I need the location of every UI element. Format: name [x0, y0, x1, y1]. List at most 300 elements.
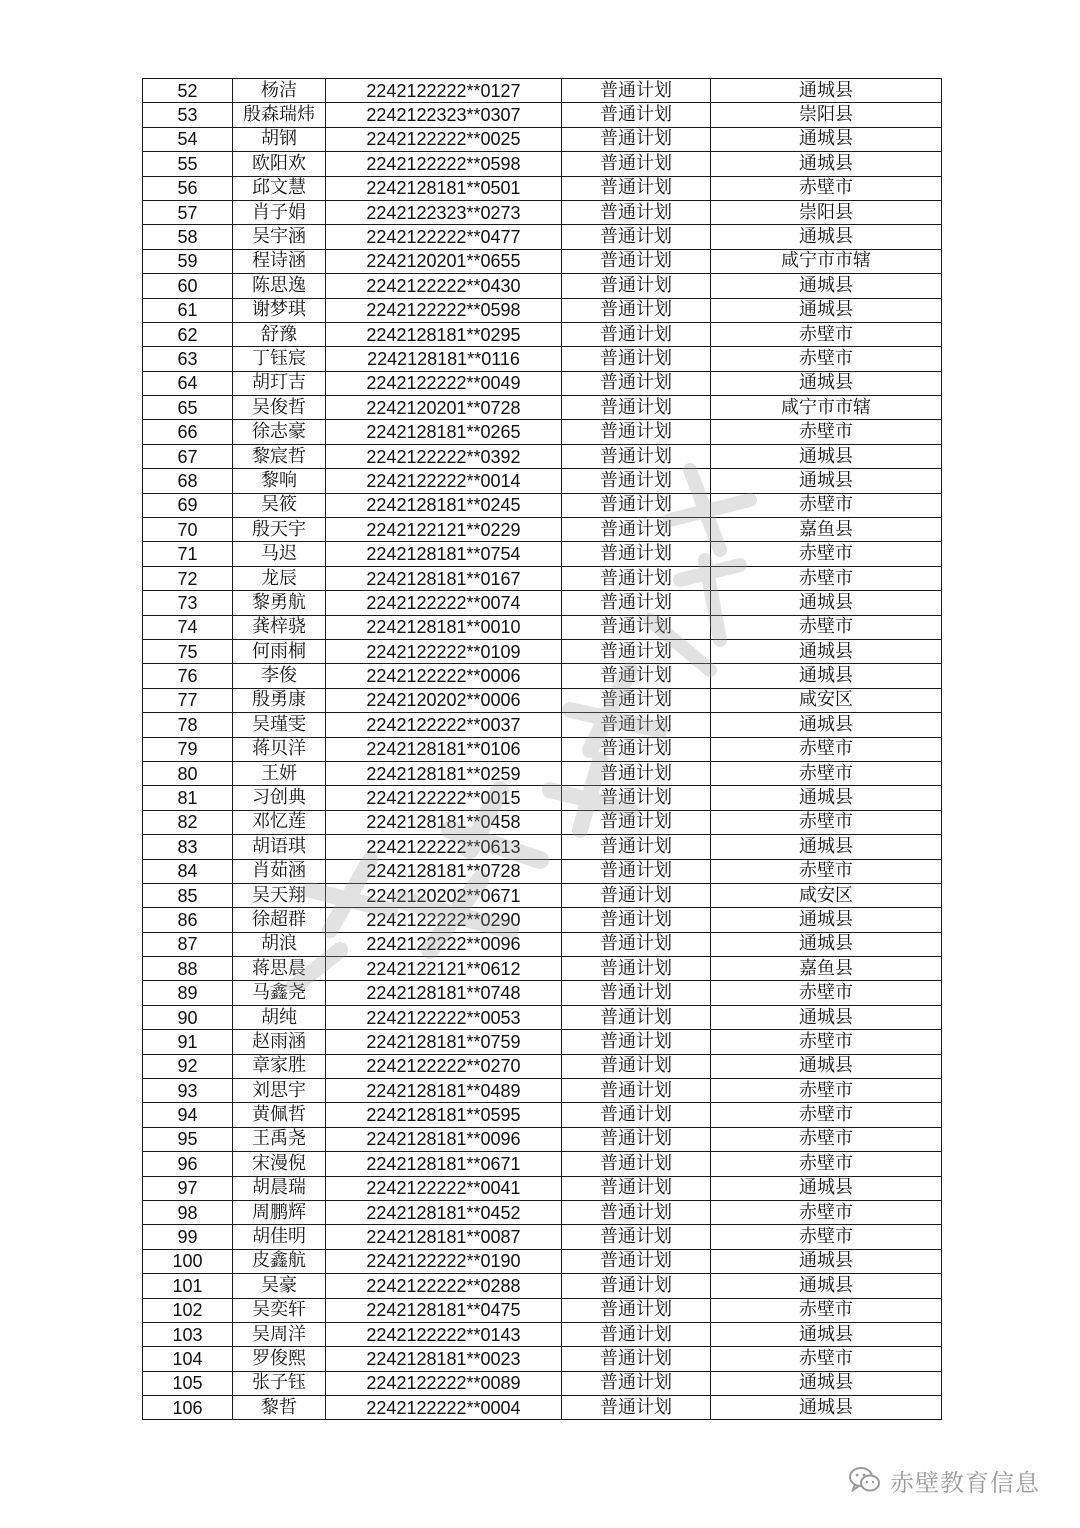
- row-number-cell: 85: [143, 883, 233, 907]
- plan-type-cell: 普通计划: [562, 761, 711, 785]
- table-row: [143, 1103, 942, 1127]
- region-cell: 崇阳县: [711, 103, 942, 127]
- row-number-cell: 73: [143, 591, 233, 615]
- plan-type-cell: 普通计划: [562, 1103, 711, 1127]
- plan-type-cell: 普通计划: [562, 1152, 711, 1176]
- region-cell: 赤壁市: [711, 810, 942, 834]
- exam-id-cell: 2242128181**0023: [326, 1347, 562, 1371]
- row-number-cell: 76: [143, 664, 233, 688]
- region-cell: 赤壁市: [711, 1298, 942, 1322]
- exam-id-cell: 2242122121**0229: [326, 518, 562, 542]
- region-cell: 通城县: [711, 79, 942, 103]
- student-name-cell: 殷天宇: [233, 518, 326, 542]
- row-number-cell: 52: [143, 79, 233, 103]
- region-cell: 通城县: [711, 1176, 942, 1200]
- row-number-cell: 99: [143, 1225, 233, 1249]
- plan-type-cell: 普通计划: [562, 371, 711, 395]
- plan-type-cell: 普通计划: [562, 518, 711, 542]
- table-row: [143, 1298, 942, 1322]
- student-name-cell: 罗俊熙: [233, 1347, 326, 1371]
- student-name-cell: 邱文慧: [233, 176, 326, 200]
- plan-type-cell: 普通计划: [562, 1054, 711, 1078]
- row-number-cell: 94: [143, 1103, 233, 1127]
- student-name-cell: 吴奕轩: [233, 1298, 326, 1322]
- row-number-cell: 90: [143, 1005, 233, 1029]
- table-row: [143, 1249, 942, 1273]
- row-number-cell: 67: [143, 444, 233, 468]
- exam-id-cell: 2242120202**0006: [326, 688, 562, 712]
- student-name-cell: 肖子娟: [233, 200, 326, 224]
- region-cell: 通城县: [711, 835, 942, 859]
- row-number-cell: 84: [143, 859, 233, 883]
- table-row: [143, 835, 942, 859]
- region-cell: 嘉鱼县: [711, 957, 942, 981]
- table-row: [143, 176, 942, 200]
- row-number-cell: 81: [143, 786, 233, 810]
- table-row: [143, 274, 942, 298]
- region-cell: 通城县: [711, 444, 942, 468]
- exam-id-cell: 2242122222**0089: [326, 1371, 562, 1395]
- row-number-cell: 96: [143, 1152, 233, 1176]
- table-row: [143, 957, 942, 981]
- table-row: [143, 688, 942, 712]
- plan-type-cell: 普通计划: [562, 688, 711, 712]
- table-row: [143, 908, 942, 932]
- row-number-cell: 83: [143, 835, 233, 859]
- exam-id-cell: 2242128181**0458: [326, 810, 562, 834]
- exam-id-cell: 2242122121**0612: [326, 957, 562, 981]
- exam-id-cell: 2242122222**0041: [326, 1176, 562, 1200]
- plan-type-cell: 普通计划: [562, 469, 711, 493]
- exam-id-cell: 2242128181**0489: [326, 1079, 562, 1103]
- student-name-cell: 陈思逸: [233, 274, 326, 298]
- plan-type-cell: 普通计划: [562, 786, 711, 810]
- row-number-cell: 95: [143, 1127, 233, 1151]
- student-name-cell: 吴天翔: [233, 883, 326, 907]
- region-cell: 通城县: [711, 1274, 942, 1298]
- table-row: [143, 1005, 942, 1029]
- plan-type-cell: 普通计划: [562, 1274, 711, 1298]
- exam-id-cell: 2242128181**0010: [326, 615, 562, 639]
- region-cell: 通城县: [711, 1249, 942, 1273]
- plan-type-cell: 普通计划: [562, 1396, 711, 1420]
- exam-id-cell: 2242122222**0127: [326, 79, 562, 103]
- table-row: [143, 298, 942, 322]
- row-number-cell: 93: [143, 1079, 233, 1103]
- table-row: [143, 1030, 942, 1054]
- region-cell: 赤壁市: [711, 859, 942, 883]
- footer-brand: [848, 1462, 1040, 1498]
- region-cell: 通城县: [711, 225, 942, 249]
- student-name-cell: 胡语琪: [233, 835, 326, 859]
- plan-type-cell: 普通计划: [562, 493, 711, 517]
- region-cell: 通城县: [711, 371, 942, 395]
- plan-type-cell: 普通计划: [562, 1371, 711, 1395]
- student-name-cell: 黄佩哲: [233, 1103, 326, 1127]
- student-name-cell: 吴周洋: [233, 1322, 326, 1346]
- region-cell: 通城县: [711, 152, 942, 176]
- student-name-cell: 马鑫尧: [233, 981, 326, 1005]
- row-number-cell: 53: [143, 103, 233, 127]
- row-number-cell: 103: [143, 1322, 233, 1346]
- plan-type-cell: 普通计划: [562, 249, 711, 273]
- exam-id-cell: 2242128181**0754: [326, 542, 562, 566]
- table-row: [143, 444, 942, 468]
- student-name-cell: 肖茹涵: [233, 859, 326, 883]
- student-name-cell: 蒋思晨: [233, 957, 326, 981]
- student-name-cell: 刘思宇: [233, 1079, 326, 1103]
- plan-type-cell: 普通计划: [562, 152, 711, 176]
- student-name-cell: 黎响: [233, 469, 326, 493]
- student-name-cell: 李俊: [233, 664, 326, 688]
- table-row: [143, 1396, 942, 1420]
- row-number-cell: 56: [143, 176, 233, 200]
- exam-id-cell: 2242122222**0053: [326, 1005, 562, 1029]
- table-row: [143, 79, 942, 103]
- region-cell: 赤壁市: [711, 1127, 942, 1151]
- region-cell: 赤壁市: [711, 1152, 942, 1176]
- table-row: [143, 1200, 942, 1224]
- table-row: [143, 518, 942, 542]
- plan-type-cell: 普通计划: [562, 1200, 711, 1224]
- table-row: [143, 200, 942, 224]
- table-row: [143, 932, 942, 956]
- exam-id-cell: 2242122222**0143: [326, 1322, 562, 1346]
- student-name-cell: 吴俊哲: [233, 396, 326, 420]
- region-cell: 赤壁市: [711, 322, 942, 346]
- row-number-cell: 101: [143, 1274, 233, 1298]
- exam-id-cell: 2242122222**0613: [326, 835, 562, 859]
- row-number-cell: 74: [143, 615, 233, 639]
- row-number-cell: 100: [143, 1249, 233, 1273]
- exam-id-cell: 2242122222**0598: [326, 152, 562, 176]
- table-row: [143, 981, 942, 1005]
- plan-type-cell: 普通计划: [562, 883, 711, 907]
- plan-type-cell: 普通计划: [562, 298, 711, 322]
- plan-type-cell: 普通计划: [562, 1005, 711, 1029]
- table-row: [143, 859, 942, 883]
- exam-id-cell: 2242128181**0167: [326, 566, 562, 590]
- region-cell: 通城县: [711, 274, 942, 298]
- exam-id-cell: 2242122222**0288: [326, 1274, 562, 1298]
- region-cell: 通城县: [711, 591, 942, 615]
- plan-type-cell: 普通计划: [562, 542, 711, 566]
- table-row: [143, 1347, 942, 1371]
- region-cell: 赤壁市: [711, 615, 942, 639]
- row-number-cell: 64: [143, 371, 233, 395]
- roster-table: [142, 78, 942, 1420]
- exam-id-cell: 2242128181**0671: [326, 1152, 562, 1176]
- student-name-cell: 程诗涵: [233, 249, 326, 273]
- student-name-cell: 黎哲: [233, 1396, 326, 1420]
- row-number-cell: 54: [143, 127, 233, 151]
- student-name-cell: 舒豫: [233, 322, 326, 346]
- student-name-cell: 张子钰: [233, 1371, 326, 1395]
- exam-id-cell: 2242122222**0037: [326, 713, 562, 737]
- table-row: [143, 1371, 942, 1395]
- row-number-cell: 71: [143, 542, 233, 566]
- roster-table-body: [143, 79, 942, 1420]
- plan-type-cell: 普通计划: [562, 639, 711, 663]
- exam-id-cell: 2242122222**0004: [326, 1396, 562, 1420]
- student-name-cell: 王禹尧: [233, 1127, 326, 1151]
- plan-type-cell: 普通计划: [562, 200, 711, 224]
- row-number-cell: 60: [143, 274, 233, 298]
- region-cell: 通城县: [711, 1396, 942, 1420]
- region-cell: 赤壁市: [711, 493, 942, 517]
- table-row: [143, 639, 942, 663]
- row-number-cell: 59: [143, 249, 233, 273]
- student-name-cell: 黎勇航: [233, 591, 326, 615]
- student-name-cell: 谢梦琪: [233, 298, 326, 322]
- table-row: [143, 591, 942, 615]
- exam-id-cell: 2242122222**0074: [326, 591, 562, 615]
- plan-type-cell: 普通计划: [562, 591, 711, 615]
- table-row: [143, 1079, 942, 1103]
- region-cell: 赤壁市: [711, 566, 942, 590]
- region-cell: 赤壁市: [711, 1030, 942, 1054]
- student-name-cell: 杨洁: [233, 79, 326, 103]
- student-name-cell: 殷森瑞炜: [233, 103, 326, 127]
- plan-type-cell: 普通计划: [562, 176, 711, 200]
- table-row: [143, 225, 942, 249]
- region-cell: 通城县: [711, 1371, 942, 1395]
- row-number-cell: 106: [143, 1396, 233, 1420]
- student-name-cell: 习创典: [233, 786, 326, 810]
- plan-type-cell: 普通计划: [562, 835, 711, 859]
- exam-id-cell: 2242122323**0273: [326, 200, 562, 224]
- student-name-cell: 吴筱: [233, 493, 326, 517]
- plan-type-cell: 普通计划: [562, 420, 711, 444]
- exam-id-cell: 2242128181**0501: [326, 176, 562, 200]
- row-number-cell: 92: [143, 1054, 233, 1078]
- student-name-cell: 胡钢: [233, 127, 326, 151]
- table-row: [143, 761, 942, 785]
- plan-type-cell: 普通计划: [562, 908, 711, 932]
- student-name-cell: 吴瑾雯: [233, 713, 326, 737]
- table-row: [143, 713, 942, 737]
- region-cell: 咸宁市市辖: [711, 249, 942, 273]
- student-name-cell: 皮鑫航: [233, 1249, 326, 1273]
- row-number-cell: 66: [143, 420, 233, 444]
- exam-id-cell: 2242128181**0728: [326, 859, 562, 883]
- row-number-cell: 55: [143, 152, 233, 176]
- table-row: [143, 371, 942, 395]
- row-number-cell: 86: [143, 908, 233, 932]
- row-number-cell: 104: [143, 1347, 233, 1371]
- student-name-cell: 何雨桐: [233, 639, 326, 663]
- student-name-cell: 欧阳欢: [233, 152, 326, 176]
- region-cell: 赤壁市: [711, 176, 942, 200]
- region-cell: 通城县: [711, 786, 942, 810]
- plan-type-cell: 普通计划: [562, 1347, 711, 1371]
- exam-id-cell: 2242122222**0598: [326, 298, 562, 322]
- exam-id-cell: 2242122222**0477: [326, 225, 562, 249]
- plan-type-cell: 普通计划: [562, 981, 711, 1005]
- row-number-cell: 75: [143, 639, 233, 663]
- region-cell: 赤壁市: [711, 1103, 942, 1127]
- plan-type-cell: 普通计划: [562, 347, 711, 371]
- plan-type-cell: 普通计划: [562, 1176, 711, 1200]
- exam-id-cell: 2242120201**0655: [326, 249, 562, 273]
- row-number-cell: 79: [143, 737, 233, 761]
- region-cell: 通城县: [711, 298, 942, 322]
- region-cell: 咸安区: [711, 883, 942, 907]
- exam-id-cell: 2242122222**0190: [326, 1249, 562, 1273]
- plan-type-cell: 普通计划: [562, 1298, 711, 1322]
- row-number-cell: 87: [143, 932, 233, 956]
- table-row: [143, 810, 942, 834]
- plan-type-cell: 普通计划: [562, 566, 711, 590]
- row-number-cell: 82: [143, 810, 233, 834]
- row-number-cell: 72: [143, 566, 233, 590]
- exam-id-cell: 2242128181**0245: [326, 493, 562, 517]
- student-name-cell: 周鹏辉: [233, 1200, 326, 1224]
- row-number-cell: 58: [143, 225, 233, 249]
- row-number-cell: 80: [143, 761, 233, 785]
- exam-id-cell: 2242128181**0265: [326, 420, 562, 444]
- plan-type-cell: 普通计划: [562, 932, 711, 956]
- exam-id-cell: 2242128181**0106: [326, 737, 562, 761]
- student-name-cell: 邓忆莲: [233, 810, 326, 834]
- table-row: [143, 103, 942, 127]
- student-name-cell: 龚梓骁: [233, 615, 326, 639]
- student-name-cell: 黎宸哲: [233, 444, 326, 468]
- table-row: [143, 1274, 942, 1298]
- region-cell: 赤壁市: [711, 420, 942, 444]
- region-cell: 赤壁市: [711, 761, 942, 785]
- plan-type-cell: 普通计划: [562, 79, 711, 103]
- exam-id-cell: 2242122222**0270: [326, 1054, 562, 1078]
- exam-id-cell: 2242122323**0307: [326, 103, 562, 127]
- exam-id-cell: 2242122222**0006: [326, 664, 562, 688]
- row-number-cell: 102: [143, 1298, 233, 1322]
- table-row: [143, 1322, 942, 1346]
- region-cell: 赤壁市: [711, 1200, 942, 1224]
- region-cell: 咸安区: [711, 688, 942, 712]
- table-row: [143, 737, 942, 761]
- student-name-cell: 胡浪: [233, 932, 326, 956]
- plan-type-cell: 普通计划: [562, 713, 711, 737]
- plan-type-cell: 普通计划: [562, 127, 711, 151]
- row-number-cell: 88: [143, 957, 233, 981]
- student-name-cell: 马迟: [233, 542, 326, 566]
- row-number-cell: 78: [143, 713, 233, 737]
- region-cell: 赤壁市: [711, 1347, 942, 1371]
- row-number-cell: 68: [143, 469, 233, 493]
- plan-type-cell: 普通计划: [562, 859, 711, 883]
- table-row: [143, 1176, 942, 1200]
- exam-id-cell: 2242122222**0025: [326, 127, 562, 151]
- table-row: [143, 615, 942, 639]
- exam-id-cell: 2242128181**0096: [326, 1127, 562, 1151]
- student-name-cell: 丁钰宸: [233, 347, 326, 371]
- region-cell: 赤壁市: [711, 1079, 942, 1103]
- student-name-cell: 胡玎吉: [233, 371, 326, 395]
- table-row: [143, 664, 942, 688]
- row-number-cell: 61: [143, 298, 233, 322]
- table-row: [143, 249, 942, 273]
- plan-type-cell: 普通计划: [562, 103, 711, 127]
- exam-id-cell: 2242128181**0116: [326, 347, 562, 371]
- roster-table-wrap: [142, 78, 942, 1420]
- student-name-cell: 徐志豪: [233, 420, 326, 444]
- region-cell: 通城县: [711, 639, 942, 663]
- plan-type-cell: 普通计划: [562, 1322, 711, 1346]
- exam-id-cell: 2242122222**0014: [326, 469, 562, 493]
- student-name-cell: 蒋贝洋: [233, 737, 326, 761]
- table-row: [143, 566, 942, 590]
- row-number-cell: 63: [143, 347, 233, 371]
- plan-type-cell: 普通计划: [562, 1030, 711, 1054]
- table-row: [143, 469, 942, 493]
- student-name-cell: 胡佳明: [233, 1225, 326, 1249]
- table-row: [143, 396, 942, 420]
- row-number-cell: 105: [143, 1371, 233, 1395]
- student-name-cell: 章家胜: [233, 1054, 326, 1078]
- exam-id-cell: 2242122222**0109: [326, 639, 562, 663]
- plan-type-cell: 普通计划: [562, 274, 711, 298]
- student-name-cell: 殷勇康: [233, 688, 326, 712]
- student-name-cell: 吴豪: [233, 1274, 326, 1298]
- exam-id-cell: 2242128181**0759: [326, 1030, 562, 1054]
- row-number-cell: 89: [143, 981, 233, 1005]
- exam-id-cell: 2242122222**0096: [326, 932, 562, 956]
- row-number-cell: 97: [143, 1176, 233, 1200]
- row-number-cell: 77: [143, 688, 233, 712]
- student-name-cell: 龙辰: [233, 566, 326, 590]
- exam-id-cell: 2242122222**0430: [326, 274, 562, 298]
- region-cell: 嘉鱼县: [711, 518, 942, 542]
- table-row: [143, 1127, 942, 1151]
- region-cell: 赤壁市: [711, 737, 942, 761]
- student-name-cell: 吴宇涵: [233, 225, 326, 249]
- row-number-cell: 98: [143, 1200, 233, 1224]
- table-row: [143, 786, 942, 810]
- row-number-cell: 91: [143, 1030, 233, 1054]
- exam-id-cell: 2242128181**0295: [326, 322, 562, 346]
- exam-id-cell: 2242122222**0392: [326, 444, 562, 468]
- exam-id-cell: 2242128181**0748: [326, 981, 562, 1005]
- table-row: [143, 127, 942, 151]
- student-name-cell: 王妍: [233, 761, 326, 785]
- region-cell: 赤壁市: [711, 542, 942, 566]
- wechat-icon: [848, 1465, 882, 1495]
- exam-id-cell: 2242120201**0728: [326, 396, 562, 420]
- student-name-cell: 赵雨涵: [233, 1030, 326, 1054]
- plan-type-cell: 普通计划: [562, 615, 711, 639]
- exam-id-cell: 2242128181**0475: [326, 1298, 562, 1322]
- exam-id-cell: 2242120202**0671: [326, 883, 562, 907]
- plan-type-cell: 普通计划: [562, 322, 711, 346]
- plan-type-cell: 普通计划: [562, 396, 711, 420]
- region-cell: 赤壁市: [711, 347, 942, 371]
- plan-type-cell: 普通计划: [562, 225, 711, 249]
- row-number-cell: 65: [143, 396, 233, 420]
- plan-type-cell: 普通计划: [562, 1127, 711, 1151]
- exam-id-cell: 2242128181**0452: [326, 1200, 562, 1224]
- row-number-cell: 57: [143, 200, 233, 224]
- table-row: [143, 152, 942, 176]
- region-cell: 通城县: [711, 127, 942, 151]
- exam-id-cell: 2242122222**0049: [326, 371, 562, 395]
- table-row: [143, 347, 942, 371]
- region-cell: 通城县: [711, 1054, 942, 1078]
- student-name-cell: 徐超群: [233, 908, 326, 932]
- plan-type-cell: 普通计划: [562, 1249, 711, 1273]
- student-name-cell: 宋漫倪: [233, 1152, 326, 1176]
- plan-type-cell: 普通计划: [562, 664, 711, 688]
